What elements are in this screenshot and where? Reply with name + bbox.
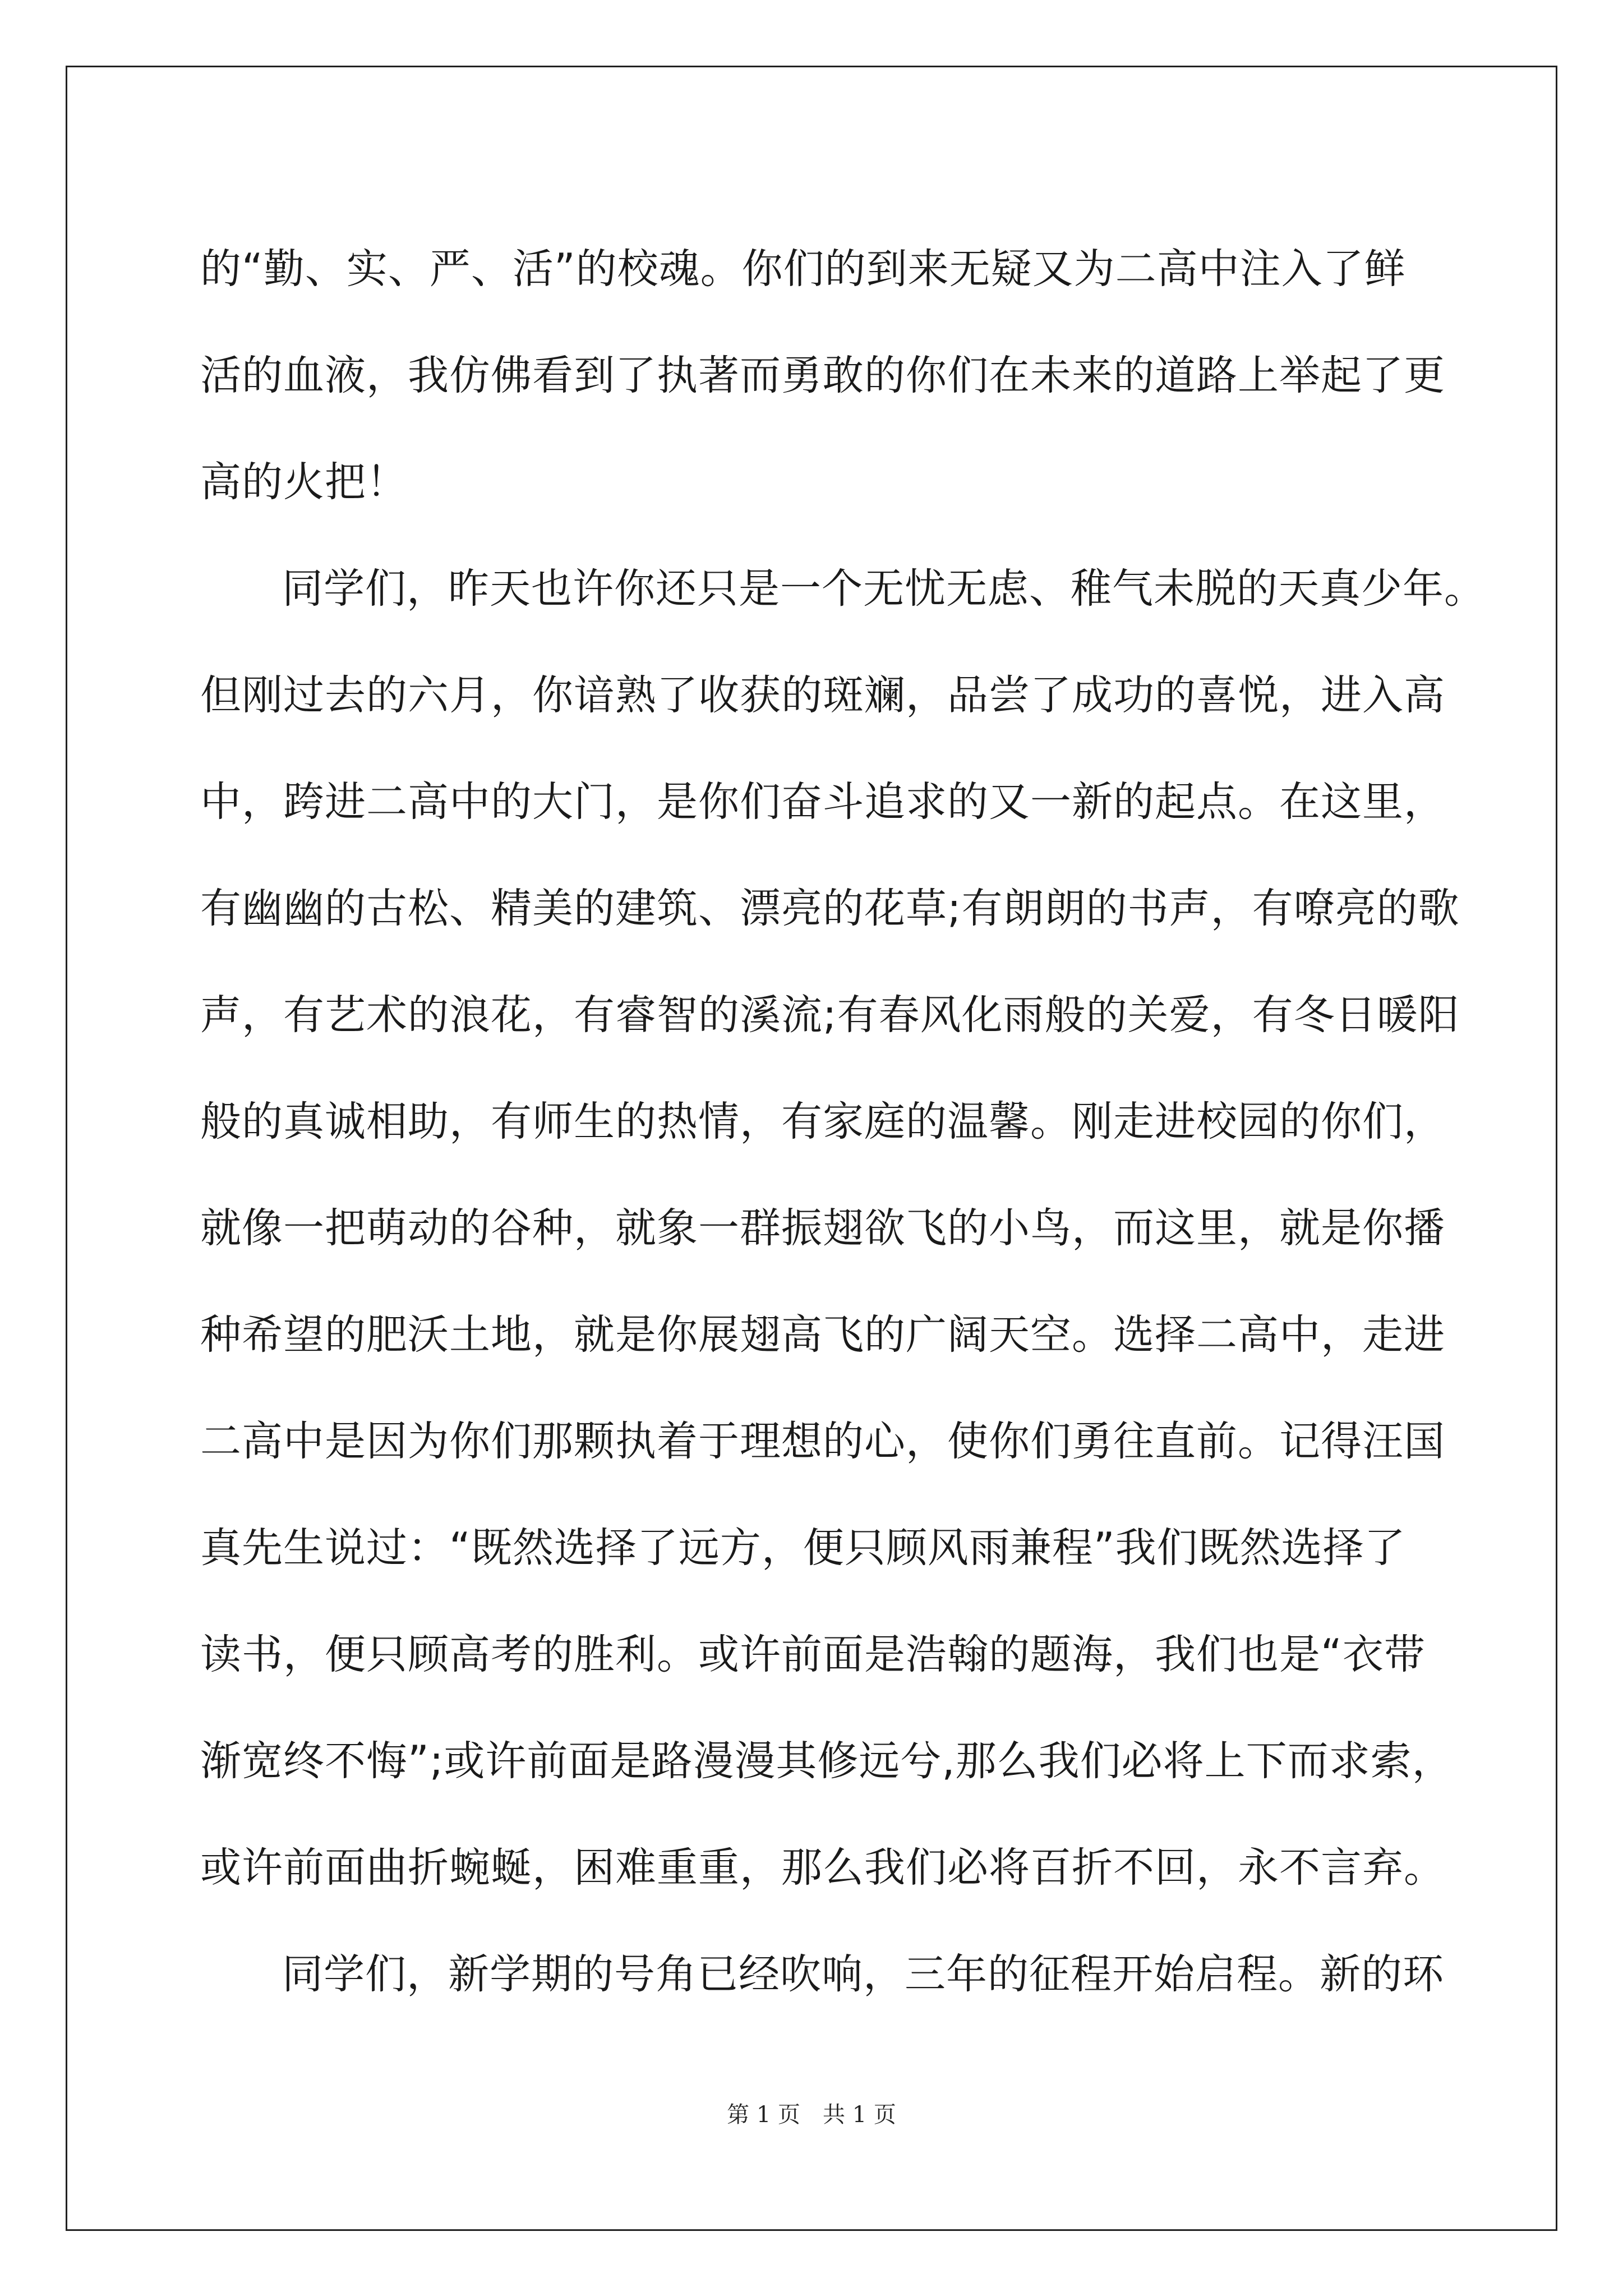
text-line: 声，有艺术的浪花，有睿智的溪流;有春风化雨般的关爱，有冬日暖阳: [200, 991, 1460, 1039]
text-line: 但刚过去的六月，你谙熟了收获的斑斓，品尝了成功的喜悦，进入高: [200, 671, 1445, 719]
text-line: 中，跨进二高中的大门，是你们奋斗追求的又一新的起点。在这里，: [200, 778, 1445, 826]
text-line: 就像一把萌动的谷种，就象一群振翅欲飞的小鸟，而这里，就是你播: [200, 1204, 1445, 1252]
text-line: 真先生说过：“既然选择了远方，便只顾风雨兼程”我们既然选择了: [200, 1524, 1406, 1572]
text-line: 般的真诚相助，有师生的热情，有家庭的温馨。刚走进校园的你们，: [200, 1098, 1445, 1145]
text-line: 二高中是因为你们那颗执着于理想的心，使你们勇往直前。记得汪国: [200, 1418, 1445, 1465]
text-line: 读书，便只顾高考的胜利。或许前面是浩翰的题海，我们也是“衣带: [200, 1631, 1426, 1678]
paragraph-start-line: 同学们，昨天也许你还只是一个无忧无虑、稚气未脱的天真少年。: [282, 565, 1486, 613]
text-line: 渐宽终不悔”;或许前面是路漫漫其修远兮,那么我们必将上下而求索，: [200, 1737, 1454, 1785]
page-footer: 第 1 页 共 1 页: [727, 2102, 896, 2128]
text-line: 的“勤、实、严、活”的校魂。你们的到来无疑又为二高中注入了鲜: [200, 245, 1406, 293]
paragraph-start-line: 同学们，新学期的号角已经吹响，三年的征程开始启程。新的环: [282, 1950, 1444, 1998]
document-body: [200, 216, 1486, 2028]
text-line: 或许前面曲折蜿蜒，困难重重，那么我们必将百折不回，永不言弃。: [200, 1844, 1445, 1892]
text-line: 种希望的肥沃土地，就是你展翅高飞的广阔天空。选择二高中，走进: [200, 1311, 1445, 1359]
text-line: 活的血液，我仿佛看到了执著而勇敢的你们在未来的道路上举起了更: [200, 352, 1445, 399]
text-line: 有幽幽的古松、精美的建筑、漂亮的花草;有朗朗的书声，有嘹亮的歌: [200, 885, 1460, 932]
text-line: 高的火把！: [200, 458, 408, 506]
